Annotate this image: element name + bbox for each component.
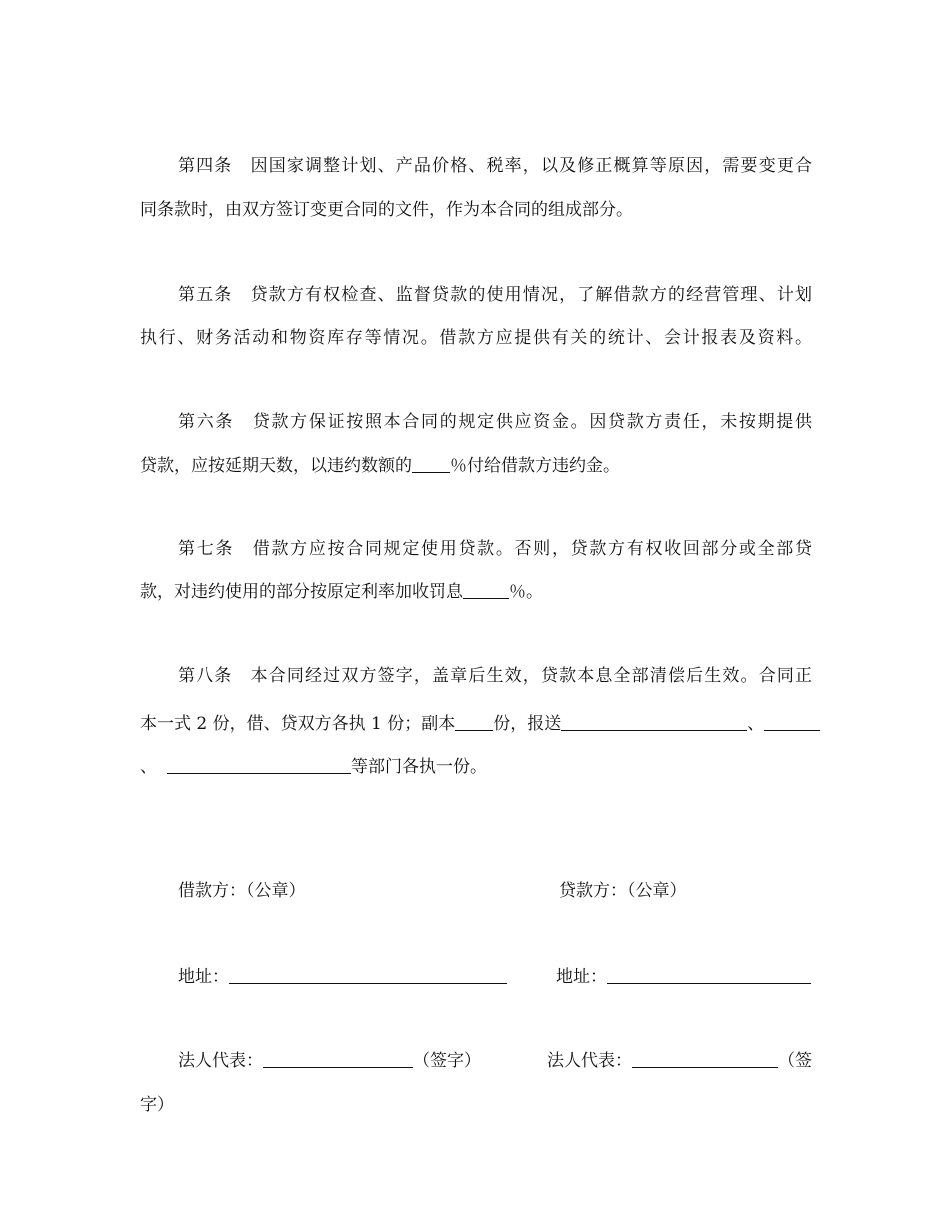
recipient-blank-1 [561,714,747,731]
article-8-line-2 [140,713,812,735]
lender-sign-note-part1: （签 [778,1051,812,1071]
recipient-blank-3 [167,757,351,774]
lender-sign-note-wrap: 字） [140,1095,174,1115]
borrower-legal-rep-label: 法人代表： [178,1051,263,1071]
lender-seal-label: 贷款方：（公章） [559,881,687,901]
borrower-address-label: 地址： [178,967,229,987]
borrower-legal-rep [178,1050,481,1072]
article-8-line-1: 第八条 本合同经过双方签字，盖章后生效，贷款本息全部清偿后生效。合同正 [178,666,812,686]
borrower-address [178,966,507,988]
article-4-line-1: 第四条 因国家调整计划、产品价格、税率，以及修正概算等原因，需要变更合 [178,156,812,176]
article-7-line-1: 第七条 借款方应按合同规定使用贷款。否则，贷款方有权收回部分或全部贷 [178,539,812,559]
borrower-address-blank [229,967,507,984]
lender-legal-rep [547,1050,812,1072]
article-7-text-pre: 款，对违约使用的部分按原定利率加收罚息 [140,582,463,602]
article-5-line-1: 第五条 贷款方有权检查、监督贷款的使用情况，了解借款方的经营管理、计划 [178,285,812,305]
borrower-signature-blank [263,1051,413,1068]
article-5-line-2: 执行、财务活动和物资库存等情况。借款方应提供有关的统计、会计报表及资料。 [140,328,812,348]
article-8-text-d: 等部门各执一份。 [351,757,487,777]
lender-address [556,966,811,988]
penalty-rate-blank [412,456,450,473]
article-6-line-2 [140,455,812,477]
article-7-line-2 [140,581,812,603]
article-6-text-post: ％付给借款方违约金。 [450,456,620,476]
borrower-seal-label: 借款方：（公章） [178,881,306,901]
article-8-text-a: 本一式 2 份，借、贷双方各执 1 份；副本 [140,714,456,734]
lender-address-blank [607,967,811,984]
borrower-sign-note: （签字） [413,1051,481,1071]
article-7-text-post: ％。 [509,582,543,602]
lender-signature-blank [632,1051,778,1068]
recipient-blank-2 [764,714,820,731]
lender-legal-rep-label: 法人代表： [547,1051,632,1071]
article-6-line-1: 第六条 贷款方保证按照本合同的规定供应资金。因贷款方责任，未按期提供 [178,412,812,432]
copies-count-blank [455,714,493,731]
article-8-text-c: 、 [140,757,157,777]
article-6-text-pre: 贷款，应按延期天数，以违约数额的 [140,456,412,476]
fine-rate-blank [463,582,509,599]
lender-address-label: 地址： [556,967,607,987]
article-8-line-3 [140,756,812,778]
article-8-text-b: 份，报送 [493,714,562,734]
article-4-line-2: 同条款时，由双方签订变更合同的文件，作为本合同的组成部分。 [140,200,633,220]
article-8-separator: 、 [747,714,765,734]
